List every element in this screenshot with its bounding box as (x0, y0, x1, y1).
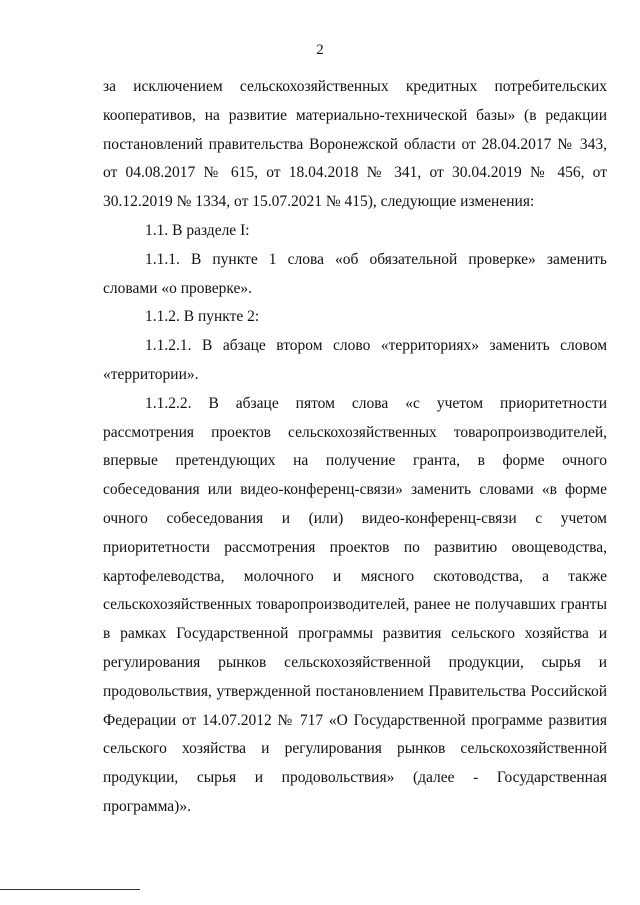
paragraph-section-1-1: 1.1. В разделе I: (145, 221, 250, 239)
paragraph-item-1-1-2: 1.1.2. В пункте 2: (145, 308, 260, 326)
paragraph-item-1-1-2-1: 1.1.2.1. В абзаце втором слово «территориях» заменить словом «территории». (103, 337, 607, 383)
page-number: 2 (316, 42, 324, 58)
paragraph-intro: за исключением сельскохозяйственных кредитных потребительских кооперативов, на развитие материально-технической базы» (в редакции постановлений правительства Воронежской области от 28.04.2017 № 343, от 04.08.2017 № 615, от 18.04.2018 № 341, от 30.04.2019 № 456, от 30.12.2019 № 1334, от 15.07.2021 № 415), следующие изменения: (103, 78, 607, 211)
document-body (103, 73, 607, 822)
paragraph-item-1-1-1: 1.1.1. В пункте 1 слова «об обязательной проверке» заменить словами «о проверке». (103, 250, 607, 297)
paragraph-item-1-1-2-2: 1.1.2.2. В абзаце пятом слова «с учетом приоритетности рассмотрения проектов сельскохозяйственных товаропроизводителей, впервые претендующих на получение гранта, в форме очного собеседования или видео-конференц-связи» заменить словами «в форме очного собеседования и (или) видео-конференц-связи с учетом приоритетности рассмотрения проектов по развитию овощеводства, картофелеводства, молочного и мясного скотоводства, а также сельскохозяйственных товаропроизводителей, ранее не получавших гранты в рамках Государственной программы развития сельского хозяйства и регулирования рынков сельскохозяйственной продукции, сырья и продовольствия, утвержденной постановлением Правительства Российской Федерации от 14.07.2012 № 717 «О Государственной программе развития сельского хозяйства и регулирования рынков сельскохозяйственной продукции, сырья и продовольствия» (далее - Государственная программа)». (103, 394, 607, 815)
footer-divider (0, 889, 140, 890)
